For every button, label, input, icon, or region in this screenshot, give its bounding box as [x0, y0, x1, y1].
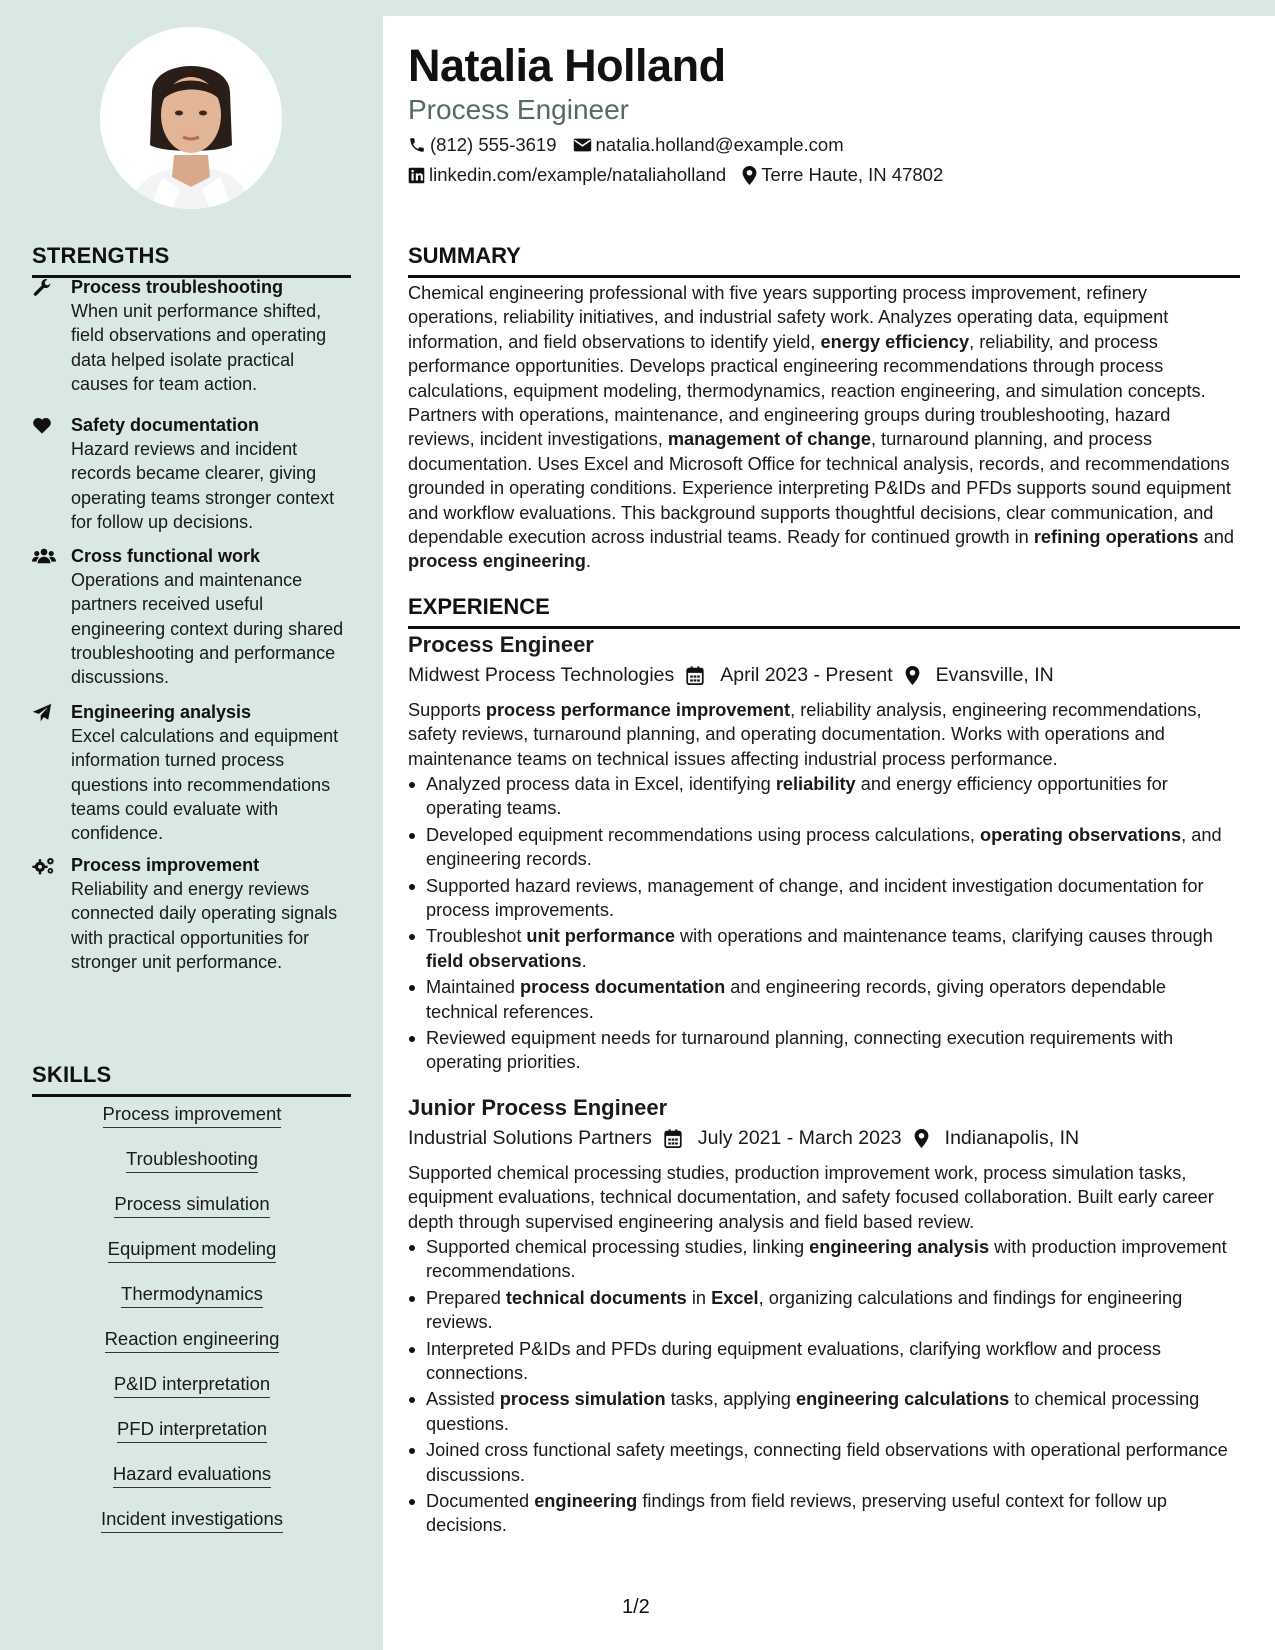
- skills-heading: SKILLS: [32, 1062, 351, 1097]
- skill-item: Process improvement: [103, 1102, 282, 1128]
- job-dates: April 2023 - Present: [686, 664, 892, 687]
- strength-description: When unit performance shifted, field observations and operating data helped isolate practical causes for team action.: [71, 301, 327, 394]
- strength-title: Process improvement: [71, 855, 260, 875]
- contact-row-2: [408, 164, 959, 186]
- email-text: natalia.holland@example.com: [595, 134, 844, 155]
- phone-icon: [408, 136, 426, 154]
- strength-title: Safety documentation: [71, 415, 260, 435]
- wrench-icon: [32, 278, 54, 298]
- skill-item: P&ID interpretation: [114, 1372, 270, 1398]
- bullet-item: Reviewed equipment needs for turnaround planning, connecting execution requirements with operating priorities.: [426, 1026, 1240, 1075]
- skill-item: PFD interpretation: [117, 1417, 267, 1443]
- users-icon: [32, 547, 54, 567]
- envelope-icon: [573, 137, 592, 153]
- strength-item: [32, 700, 352, 845]
- email-item[interactable]: [573, 134, 844, 156]
- job-company: Industrial Solutions Partners: [408, 1127, 652, 1149]
- bullet-item: Supported chemical processing studies, linking engineering analysis with production improvement recommendations.: [426, 1235, 1240, 1284]
- phone-text: (812) 555-3619: [430, 134, 557, 155]
- profile-photo: [100, 27, 282, 209]
- bullet-item: Maintained process documentation and engineering records, giving operators dependable technical references.: [426, 975, 1240, 1024]
- strength-item: [32, 544, 352, 689]
- map-pin-icon: [905, 666, 928, 685]
- contact-row-1: [408, 134, 860, 156]
- strength-description: Operations and maintenance partners received useful engineering context during shared troubleshooting and performance discussions.: [71, 570, 344, 688]
- skills-list: [32, 1102, 352, 1552]
- page-number: 1/2: [622, 1596, 650, 1618]
- location-item: [742, 164, 943, 186]
- skill-item: Equipment modeling: [108, 1237, 277, 1263]
- strength-description: Hazard reviews and incident records became clearer, giving operating teams stronger context for follow up decisions.: [71, 439, 335, 532]
- summary-heading: SUMMARY: [408, 243, 1240, 278]
- skill-item: Thermodynamics: [121, 1282, 263, 1308]
- job-location: Evansville, IN: [905, 664, 1054, 687]
- job-meta: [408, 1127, 1079, 1150]
- job-description: Supports process performance improvement, reliability analysis, engineering recommendations, safety reviews, turnaround planning, and operating documentation. Works with operations and maintenance teams on technical issues affecting industrial process performance.: [408, 700, 1202, 769]
- linkedin-icon: [408, 167, 425, 184]
- bullet-item: Interpreted P&IDs and PFDs during equipment evaluations, clarifying workflow and process connections.: [426, 1337, 1240, 1386]
- phone-item: [408, 134, 557, 156]
- gears-icon: [32, 856, 54, 876]
- strength-title: Process troubleshooting: [71, 277, 284, 297]
- job-bullets: [408, 772, 1240, 1077]
- linkedin-text: linkedin.com/example/nataliaholland: [429, 164, 727, 185]
- linkedin-item[interactable]: [408, 164, 726, 186]
- strength-description: Excel calculations and equipment information turned process questions into recommendations teams could evaluate with confidence.: [71, 726, 339, 844]
- strength-item: [32, 853, 352, 974]
- strength-title: Engineering analysis: [71, 702, 252, 722]
- job-title: Junior Process Engineer: [408, 1095, 668, 1120]
- heart-icon: [32, 416, 54, 436]
- calendar-icon: [686, 666, 712, 685]
- strength-item: [32, 413, 352, 534]
- bullet-item: Troubleshot unit performance with operations and maintenance teams, clarifying causes through field observations.: [426, 924, 1240, 973]
- strengths-heading: STRENGTHS: [32, 243, 351, 278]
- bullet-item: Supported hazard reviews, management of change, and incident investigation documentation for process improvements.: [426, 874, 1240, 923]
- job-bullets: [408, 1235, 1240, 1540]
- skill-item: Reaction engineering: [105, 1327, 280, 1353]
- candidate-title: Process Engineer: [408, 94, 630, 125]
- skill-item: Hazard evaluations: [113, 1462, 271, 1488]
- experience-heading: EXPERIENCE: [408, 594, 1240, 629]
- bullet-item: Documented engineering findings from field reviews, preserving useful context for follow up decisions.: [426, 1489, 1240, 1538]
- bullet-item: Joined cross functional safety meetings, connecting field observations with operational performance discussions.: [426, 1438, 1240, 1487]
- strength-title: Cross functional work: [71, 546, 261, 566]
- bullet-item: Assisted process simulation tasks, applying engineering calculations to chemical processing questions.: [426, 1387, 1240, 1436]
- paper-plane-icon: [32, 703, 54, 723]
- map-pin-icon: [742, 166, 757, 185]
- strength-item: [32, 275, 352, 396]
- skill-item: Troubleshooting: [126, 1147, 258, 1173]
- bullet-item: Prepared technical documents in Excel, organizing calculations and findings for engineering reviews.: [426, 1286, 1240, 1335]
- summary-text: Chemical engineering professional with five years supporting process improvement, refinery operations, reliability initiatives, and industrial safety work. Analyzes operating data, equipment information, and field observations to identify yield, energy efficiency, reliability, and process performance opportunities. Develops practical engineering recommendations through process calculations, equipment modeling, thermodynamics, reaction engineering, and simulation concepts. Partners with operations, maintenance, and engineering groups during troubleshooting, hazard reviews, incident investigations, management of change, turnaround planning, and process documentation. Uses Excel and Microsoft Office for technical analysis, records, and recommendations grounded in operating conditions. Experience interpreting P&IDs and PFDs supports sound equipment and workflow evaluations. This background supports thoughtful decisions, clear communication, and dependable execution across industrial teams. Ready for continued growth in refining operations and process engineering.: [408, 283, 1234, 572]
- location-text: Terre Haute, IN 47802: [761, 164, 944, 185]
- job-location: Indianapolis, IN: [914, 1127, 1079, 1150]
- bullet-item: Developed equipment recommendations using process calculations, operating observations, and engineering records.: [426, 823, 1240, 872]
- calendar-icon: [664, 1129, 690, 1148]
- job-meta: [408, 664, 1054, 687]
- skill-item: Process simulation: [114, 1192, 269, 1218]
- map-pin-icon: [914, 1129, 937, 1148]
- job-company: Midwest Process Technologies: [408, 664, 675, 686]
- bullet-item: Analyzed process data in Excel, identifying reliability and energy efficiency opportunities for operating teams.: [426, 772, 1240, 821]
- skill-item: Incident investigations: [101, 1507, 283, 1533]
- candidate-name: Natalia Holland: [408, 40, 726, 91]
- job-description: Supported chemical processing studies, production improvement work, process simulation tasks, equipment evaluations, technical documentation, and safety focused collaboration. Built early career depth through supervised engineering analysis and field based review.: [408, 1163, 1214, 1232]
- job-title: Process Engineer: [408, 632, 594, 657]
- strength-description: Reliability and energy reviews connected daily operating signals with practical opportunities for stronger unit performance.: [71, 879, 338, 972]
- job-dates: July 2021 - March 2023: [664, 1127, 902, 1150]
